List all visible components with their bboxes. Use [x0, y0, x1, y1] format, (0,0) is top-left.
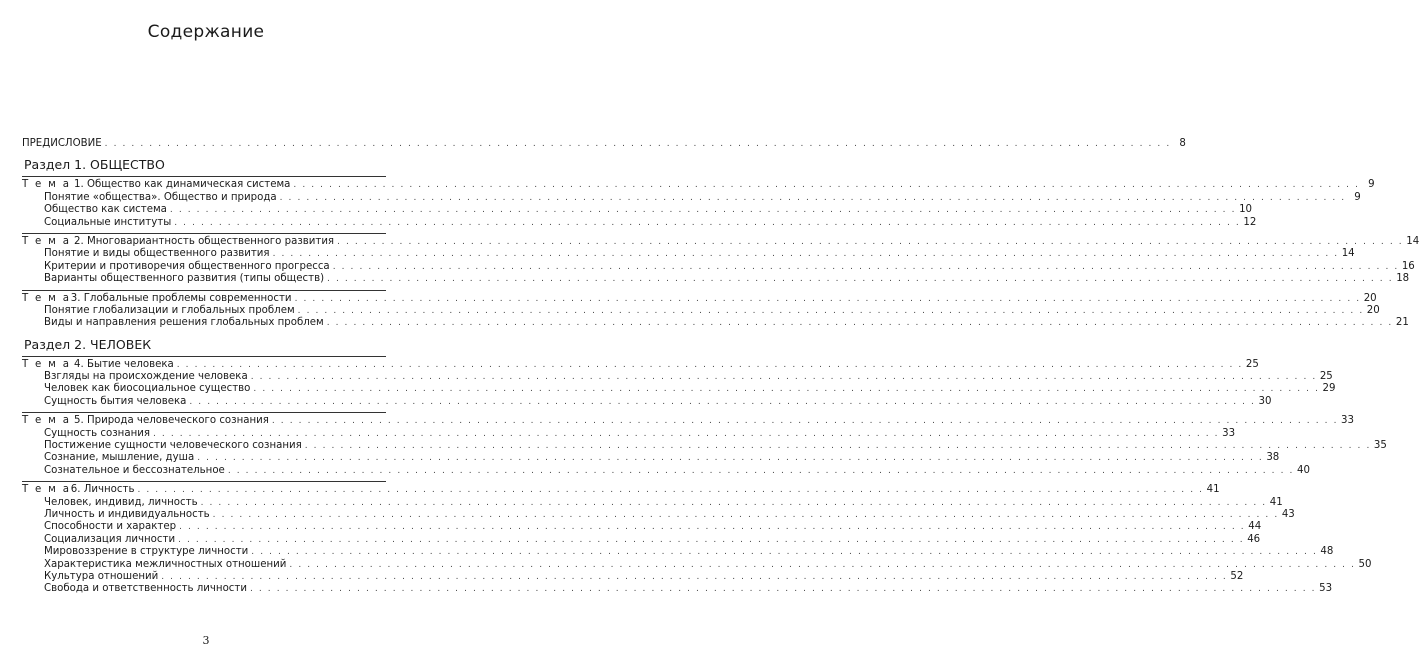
toc-entry-item[interactable]: [22, 496, 1283, 509]
topic-number: 6.: [70, 484, 81, 496]
toc-page-number: 35: [1373, 440, 1387, 452]
topic-label: Т е м а: [22, 415, 71, 427]
dot-leader: . . . . . . . . . . . . . . . . . . . . . . . . . . . . . . . . . . . . . . . . . . . . . . . . . . . . . . . . . . . . . . . . . . . . . . . . . . . . . . . . . . . . . . . . . . . . . . . . . . . . . . . . . . . . . . . . . . . . . . . .: [297, 305, 1364, 316]
topic-label: Т е м а: [22, 292, 71, 304]
toc-entry-topic[interactable]: [22, 484, 1220, 496]
toc-page-number: 33: [1222, 427, 1236, 439]
toc-entry-label: Способности и характер: [44, 521, 177, 533]
toc-entry-label: Понятие и виды общественного развития: [44, 248, 270, 260]
dot-leader: . . . . . . . . . . . . . . . . . . . . . . . . . . . . . . . . . . . . . . . . . . . . . . . . . . . . . . . . . . . . . . . . . . . . . . . . . . . . . . . . . . . . . . . . . . . . . . . . . . . . . . . . . . . . . . . . . . . . . . . .: [251, 547, 1318, 558]
toc-entry-item[interactable]: [22, 464, 1310, 477]
dot-leader: . . . . . . . . . . . . . . . . . . . . . . . . . . . . . . . . . . . . . . . . . . . . . . . . . . . . . . . . . . . . . . . . . . . . . . . . . . . . . . . . . . . . . . . . . . . . . . . . . . . . . . . . . . . . . . . . . . . . . . . .: [179, 522, 1246, 533]
dot-leader: . . . . . . . . . . . . . . . . . . . . . . . . . . . . . . . . . . . . . . . . . . . . . . . . . . . . . . . . . . . . . . . . . . . . . . . . . . . . . . . . . . . . . . . . . . . . . . . . . . . . . . . . . . . . . . . . . . . . . . . .: [337, 236, 1404, 247]
toc-page-number: 46: [1247, 533, 1261, 545]
toc-entry-label: Постижение сущности человеческого сознания: [44, 440, 302, 452]
toc-page-number: 12: [1243, 216, 1257, 228]
toc-entry-label: Взгляды на происхождение человека: [44, 371, 248, 383]
page-number: 3: [202, 634, 210, 647]
toc-page-number: 20: [1366, 304, 1380, 316]
toc-page-number: 9: [1354, 191, 1361, 203]
dot-leader: . . . . . . . . . . . . . . . . . . . . . . . . . . . . . . . . . . . . . . . . . . . . . . . . . . . . . . . . . . . . . . . . . . . . . . . . . . . . . . . . . . . . . . . . . . . . . . . . . . . . . . . . . . . . . . . . . . . . . . . .: [250, 372, 1317, 383]
toc-page-number: 9: [1368, 179, 1375, 191]
toc-entry-label: Социализация личности: [44, 533, 176, 545]
dot-leader: . . . . . . . . . . . . . . . . . . . . . . . . . . . . . . . . . . . . . . . . . . . . . . . . . . . . . . . . . . . . . . . . . . . . . . . . . . . . . . . . . . . . . . . . . . . . . . . . . . . . . . . . . . . . . . . . . . . . . . . .: [304, 441, 1371, 452]
dot-leader: . . . . . . . . . . . . . . . . . . . . . . . . . . . . . . . . . . . . . . . . . . . . . . . . . . . . . . . . . . . . . . . . . . . . . . . . . . . . . . . . . . . . . . . . . . . . . . . . . . . . . . . . . . . . . . . . . . . . . . . .: [212, 509, 1279, 520]
topic-label: Т е м а: [22, 358, 71, 370]
toc-entry-label: Социальные институты: [44, 216, 172, 228]
topic-title: Глобальные проблемы современности: [83, 292, 292, 304]
dot-leader: . . . . . . . . . . . . . . . . . . . . . . . . . . . . . . . . . . . . . . . . . . . . . . . . . . . . . . . . . . . . . . . . . . . . . . . . . . . . . . . . . . . . . . . . . . . . . . . . . . . . . . . . . . . . . . . . . . . . . . . .: [197, 453, 1264, 464]
toc-entry-item[interactable]: [22, 395, 1272, 408]
toc-entry-item[interactable]: [22, 533, 1261, 546]
topic-number: 2.: [70, 235, 84, 247]
topic-title: Многовариантность общественного развития: [86, 235, 335, 247]
toc-entry-label: Сущность бытия человека: [44, 395, 187, 407]
toc-entry-label: Характеристика межличностных отношений: [44, 558, 287, 570]
toc-entry-item[interactable]: [22, 440, 1387, 452]
topic-block: [22, 481, 1372, 596]
toc-entry-item[interactable]: [22, 371, 1333, 383]
toc-entry-label: [22, 359, 174, 371]
toc-entry-item[interactable]: [22, 204, 1253, 216]
topic-divider: [22, 412, 386, 413]
topic-block: [22, 176, 1375, 229]
topic-title: Общество как динамическая система: [86, 179, 291, 191]
toc-page-number: 30: [1258, 395, 1272, 407]
dot-leader: . . . . . . . . . . . . . . . . . . . . . . . . . . . . . . . . . . . . . . . . . . . . . . . . . . . . . . . . . . . . . . . . . . . . . . . . . . . . . . . . . . . . . . . . . . . . . . . . . . . . . . . . . . . . . . . . . . . . . . . .: [271, 416, 1339, 427]
toc-page-number: 41: [1206, 484, 1220, 496]
dot-leader: . . . . . . . . . . . . . . . . . . . . . . . . . . . . . . . . . . . . . . . . . . . . . . . . . . . . . . . . . . . . . . . . . . . . . . . . . . . . . . . . . . . . . . . . . . . . . . . . . . . . . . . . . . . . . . . . . . . . . . . .: [327, 274, 1394, 285]
toc-entry-item[interactable]: [22, 260, 1415, 273]
topic-title: Бытие человека: [86, 358, 174, 370]
dot-leader: . . . . . . . . . . . . . . . . . . . . . . . . . . . . . . . . . . . . . . . . . . . . . . . . . . . . . . . . . . . . . . . . . . . . . . . . . . . . . . . . . . . . . . . . . . . . . . . . . . . . . . . . . . . . . . . . . . . . . . . .: [161, 571, 1228, 582]
toc-entry-item[interactable]: [22, 452, 1280, 464]
dot-leader: . . . . . . . . . . . . . . . . . . . . . . . . . . . . . . . . . . . . . . . . . . . . . . . . . . . . . . . . . . . . . . . . . . . . . . . . . . . . . . . . . . . . . . . . . . . . . . . . . . . . . . . . . . . . . . . . . . . . . . . .: [200, 497, 1267, 508]
toc-entry-item[interactable]: [22, 317, 1409, 329]
toc-entry-item[interactable]: [22, 583, 1333, 595]
dot-leader: . . . . . . . . . . . . . . . . . . . . . . . . . . . . . . . . . . . . . . . . . . . . . . . . . . . . . . . . . . . . . . . . . . . . . . . . . . . . . . . . . . . . . . . . . . . . . . . . . . . . . . . . . . . . . . . . . . . . . . . .: [178, 534, 1245, 545]
toc-entry-item[interactable]: [22, 427, 1236, 440]
toc-entry-label: [22, 484, 134, 496]
topic-title: Природа человеческого сознания: [86, 415, 269, 427]
topic-divider: [22, 233, 386, 234]
dot-leader: . . . . . . . . . . . . . . . . . . . . . . . . . . . . . . . . . . . . . . . . . . . . . . . . . . . . . . . . . . . . . . . . . . . . . . . . . . . . . . . . . . . . . . . . . . . . . . . . . . . . . . . . . . . . . . . . . . . . . . . .: [169, 205, 1237, 216]
section-heading: Раздел 1. ОБЩЕСТВО: [24, 157, 165, 173]
toc-sections: [22, 157, 1419, 595]
toc-page-number: 41: [1269, 496, 1283, 508]
toc-entry-label: Понятие глобализации и глобальных проблем: [44, 304, 295, 316]
dot-leader: . . . . . . . . . . . . . . . . . . . . . . . . . . . . . . . . . . . . . . . . . . . . . . . . . . . . . . . . . . . . . . . . . . . . . . . . . . . . . . . . . . . . . . . . . . . . . . . . . . . . . . . . . . . . . . . . . . . . . . . .: [293, 180, 1360, 191]
toc-entry-label: Человек как биосоциальное существо: [44, 383, 251, 395]
dot-leader: . . . . . . . . . . . . . . . . . . . . . . . . . . . . . . . . . . . . . . . . . . . . . . . . . . . . . . . . . . . . . . . . . . . . . . . . . . . . . . . . . . . . . . . . . . . . . . . . . . . . . . . . . . . . . . . . . . . . . . . .: [253, 384, 1320, 395]
toc-page-number: 14: [1341, 248, 1355, 260]
dot-leader: . . . . . . . . . . . . . . . . . . . . . . . . . . . . . . . . . . . . . . . . . . . . . . . . . . . . . . . . . . . . . . . . . . . . . . . . . . . . . . . . . . . . . . . . . . . . . . . . . . . . . . . . . . . . . . . . . . . . . . . .: [104, 139, 1171, 149]
toc-page-number: 33: [1341, 415, 1354, 427]
dot-leader: . . . . . . . . . . . . . . . . . . . . . . . . . . . . . . . . . . . . . . . . . . . . . . . . . . . . . . . . . . . . . . . . . . . . . . . . . . . . . . . . . . . . . . . . . . . . . . . . . . . . . . . . . . . . . . . . . . . . . . . .: [227, 465, 1294, 476]
toc-entry-label: [22, 179, 290, 191]
dot-leader: . . . . . . . . . . . . . . . . . . . . . . . . . . . . . . . . . . . . . . . . . . . . . . . . . . . . . . . . . . . . . . . . . . . . . . . . . . . . . . . . . . . . . . . . . . . . . . . . . . . . . . . . . . . . . . . . . . . . . . . .: [279, 192, 1346, 203]
dot-leader: . . . . . . . . . . . . . . . . . . . . . . . . . . . . . . . . . . . . . . . . . . . . . . . . . . . . . . . . . . . . . . . . . . . . . . . . . . . . . . . . . . . . . . . . . . . . . . . . . . . . . . . . . . . . . . . . . . . . . . . .: [152, 428, 1220, 439]
toc-entry-topic[interactable]: [22, 292, 1377, 305]
toc-entry-item[interactable]: [22, 558, 1372, 571]
toc-entry-item[interactable]: [22, 191, 1361, 204]
toc-page-number: 21: [1395, 317, 1409, 329]
topic-number: 3.: [70, 292, 81, 304]
toc-entry-label: Понятие «общества». Общество и природа: [44, 191, 277, 203]
topic-divider: [22, 356, 386, 357]
toc-entry-label: [22, 293, 292, 305]
dot-leader: . . . . . . . . . . . . . . . . . . . . . . . . . . . . . . . . . . . . . . . . . . . . . . . . . . . . . . . . . . . . . . . . . . . . . . . . . . . . . . . . . . . . . . . . . . . . . . . . . . . . . . . . . . . . . . . . . . . . . . . .: [176, 359, 1243, 370]
toc-entry-label: Сознательное и бессознательное: [44, 464, 225, 476]
toc-entry-item[interactable]: [22, 521, 1262, 533]
topic-number: 5.: [70, 415, 84, 427]
topic-label: Т е м а: [22, 179, 71, 191]
topic-divider: [22, 176, 386, 177]
toc-page-number: 43: [1281, 508, 1295, 520]
topic-number: 1.: [70, 179, 84, 191]
toc-page-number: 40: [1296, 464, 1310, 476]
dot-leader: . . . . . . . . . . . . . . . . . . . . . . . . . . . . . . . . . . . . . . . . . . . . . . . . . . . . . . . . . . . . . . . . . . . . . . . . . . . . . . . . . . . . . . . . . . . . . . . . . . . . . . . . . . . . . . . . . . . . . . . .: [189, 396, 1256, 407]
dot-leader: . . . . . . . . . . . . . . . . . . . . . . . . . . . . . . . . . . . . . . . . . . . . . . . . . . . . . . . . . . . . . . . . . . . . . . . . . . . . . . . . . . . . . . . . . . . . . . . . . . . . . . . . . . . . . . . . . . . . . . . .: [137, 485, 1204, 496]
toc-entry-item[interactable]: [22, 248, 1355, 260]
toc-entry-label: Культура отношений: [44, 570, 159, 582]
toc-entry-item[interactable]: [22, 570, 1244, 583]
topic-divider: [22, 481, 386, 482]
toc-entry-label: Варианты общественного развития (типы обществ): [44, 273, 325, 285]
toc-page-number: 8: [1179, 138, 1186, 149]
toc-page-number: 38: [1266, 452, 1280, 464]
dot-leader: . . . . . . . . . . . . . . . . . . . . . . . . . . . . . . . . . . . . . . . . . . . . . . . . . . . . . . . . . . . . . . . . . . . . . . . . . . . . . . . . . . . . . . . . . . . . . . . . . . . . . . . . . . . . . . . . . . . . . . . .: [332, 261, 1399, 272]
toc-entry-topic[interactable]: [22, 415, 1354, 427]
topic-block: [22, 412, 1387, 477]
toc-entry-topic[interactable]: [22, 358, 1259, 371]
toc-entry-topic[interactable]: [22, 179, 1375, 191]
toc-page-number: 53: [1319, 583, 1333, 595]
toc-page-number: 29: [1322, 383, 1336, 395]
dot-leader: . . . . . . . . . . . . . . . . . . . . . . . . . . . . . . . . . . . . . . . . . . . . . . . . . . . . . . . . . . . . . . . . . . . . . . . . . . . . . . . . . . . . . . . . . . . . . . . . . . . . . . . . . . . . . . . . . . . . . . . .: [249, 584, 1317, 595]
toc-entry-item[interactable]: [22, 508, 1295, 521]
toc-entry-item[interactable]: [22, 304, 1380, 317]
toc-entry-label: Критерии и противоречия общественного прогресса: [44, 260, 330, 272]
toc-entry-label: ПРЕДИСЛОВИЕ: [22, 138, 102, 149]
toc-entry-item[interactable]: [22, 546, 1334, 558]
toc-page-number: 50: [1358, 558, 1372, 570]
toc-page-number: 20: [1363, 292, 1377, 304]
toc-page-number: 25: [1245, 358, 1259, 370]
toc-page-number: 10: [1239, 204, 1253, 216]
page-title: Содержание: [147, 22, 265, 42]
toc-entry-label: Человек, индивид, личность: [44, 496, 198, 508]
toc-entry-label: [22, 236, 334, 248]
toc-entry-item[interactable]: [22, 273, 1410, 285]
topic-label: Т е м а: [22, 235, 71, 247]
toc-entry-label: Личность и индивидуальность: [44, 508, 210, 520]
toc-entry-label: Сознание, мышление, душа: [44, 452, 195, 464]
dot-leader: . . . . . . . . . . . . . . . . . . . . . . . . . . . . . . . . . . . . . . . . . . . . . . . . . . . . . . . . . . . . . . . . . . . . . . . . . . . . . . . . . . . . . . . . . . . . . . . . . . . . . . . . . . . . . . . . . . . . . . . .: [174, 217, 1241, 228]
toc-page-number: 52: [1230, 570, 1244, 582]
toc-page-number: 48: [1320, 546, 1334, 558]
toc-page-number: 18: [1396, 273, 1410, 285]
toc-entry-label: Общество как система: [44, 204, 167, 216]
toc-page-number: 25: [1319, 371, 1333, 383]
toc-entry-item[interactable]: [22, 216, 1257, 229]
dot-leader: . . . . . . . . . . . . . . . . . . . . . . . . . . . . . . . . . . . . . . . . . . . . . . . . . . . . . . . . . . . . . . . . . . . . . . . . . . . . . . . . . . . . . . . . . . . . . . . . . . . . . . . . . . . . . . . . . . . . . . . .: [272, 249, 1339, 260]
dot-leader: . . . . . . . . . . . . . . . . . . . . . . . . . . . . . . . . . . . . . . . . . . . . . . . . . . . . . . . . . . . . . . . . . . . . . . . . . . . . . . . . . . . . . . . . . . . . . . . . . . . . . . . . . . . . . . . . . . . . . . . .: [326, 318, 1393, 329]
table-of-contents: [22, 138, 1419, 596]
topic-block: [22, 356, 1336, 409]
toc-entry-label: Свобода и ответственность личности: [44, 583, 247, 595]
topic-title: Личность: [83, 484, 135, 496]
topic-label: Т е м а: [22, 484, 71, 496]
toc-page-number: 16: [1401, 260, 1415, 272]
toc-entry-label: [22, 415, 269, 427]
topic-number: 4.: [70, 358, 84, 370]
toc-page-number: 14: [1406, 235, 1419, 247]
dot-leader: . . . . . . . . . . . . . . . . . . . . . . . . . . . . . . . . . . . . . . . . . . . . . . . . . . . . . . . . . . . . . . . . . . . . . . . . . . . . . . . . . . . . . . . . . . . . . . . . . . . . . . . . . . . . . . . . . . . . . . . .: [294, 293, 1361, 304]
toc-page-number: 44: [1248, 521, 1262, 533]
toc-entry-preface[interactable]: [22, 138, 1186, 150]
toc-entry-label: Мировоззрение в структуре личности: [44, 546, 249, 558]
topic-divider: [22, 290, 386, 291]
topic-block: [22, 233, 1419, 286]
dot-leader: . . . . . . . . . . . . . . . . . . . . . . . . . . . . . . . . . . . . . . . . . . . . . . . . . . . . . . . . . . . . . . . . . . . . . . . . . . . . . . . . . . . . . . . . . . . . . . . . . . . . . . . . . . . . . . . . . . . . . . . .: [289, 559, 1356, 570]
toc-entry-label: Сущность сознания: [44, 427, 150, 439]
toc-entry-label: Виды и направления решения глобальных проблем: [44, 317, 324, 329]
topic-block: [22, 290, 1409, 330]
toc-entry-item[interactable]: [22, 383, 1336, 395]
toc-entry-topic[interactable]: [22, 235, 1419, 248]
section-heading: Раздел 2. ЧЕЛОВЕК: [24, 336, 152, 352]
